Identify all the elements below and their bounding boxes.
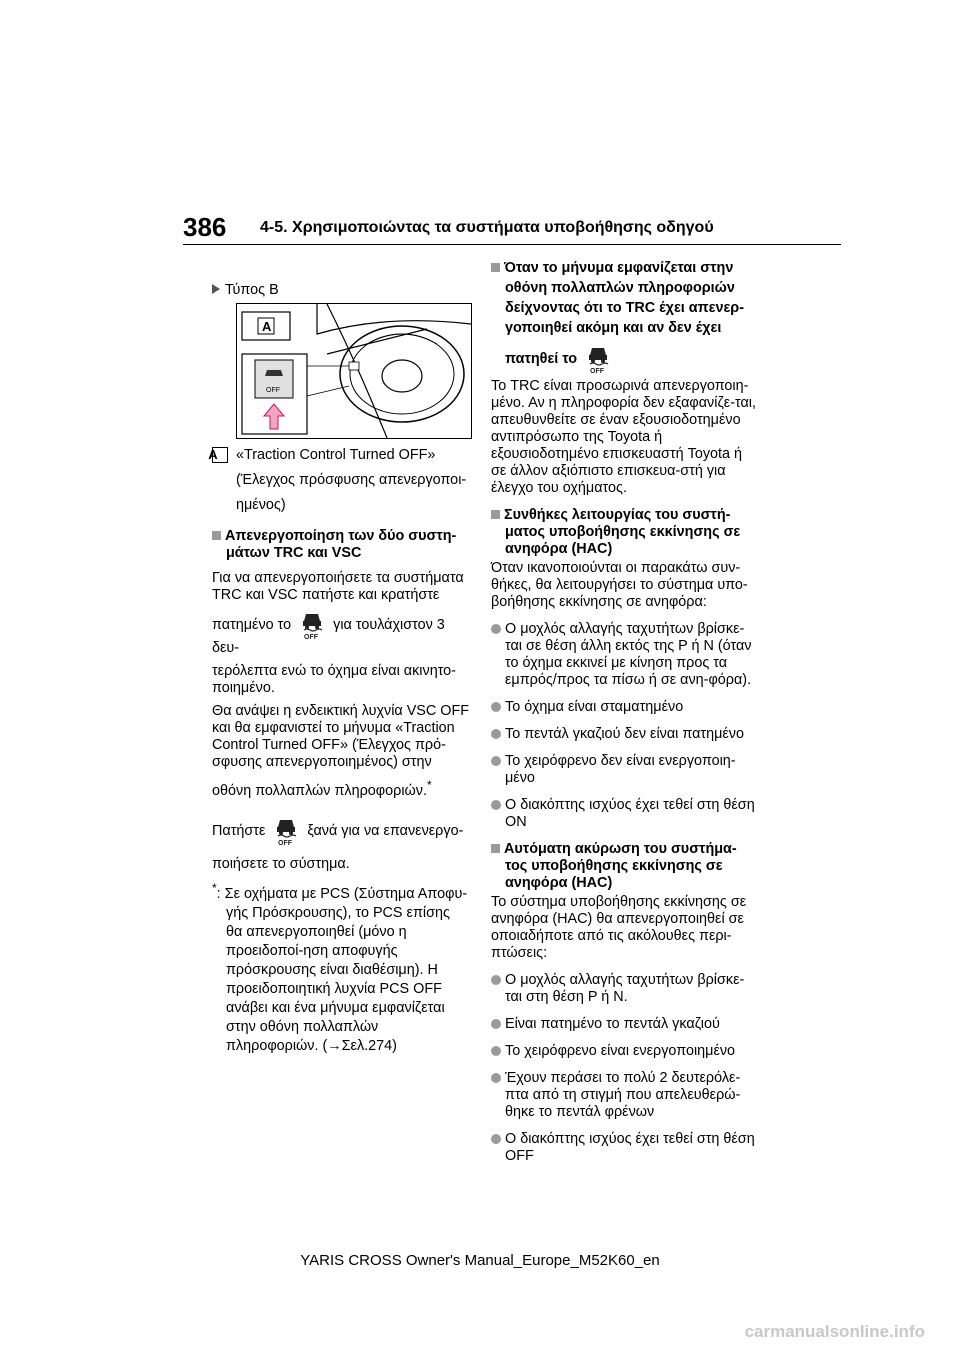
left-para3c: ποιήσετε το σύστημα.: [212, 855, 350, 872]
left-para3-pre: Πατήστε: [212, 822, 266, 839]
footnote-ref: *: [426, 778, 432, 792]
svg-text:OFF: OFF: [278, 839, 293, 846]
square-bullet-icon: [491, 510, 500, 519]
right-heading3-row: [491, 841, 756, 892]
left-para1b-row: [212, 610, 470, 657]
svg-text:OFF: OFF: [590, 368, 605, 374]
dashboard-figure: [236, 303, 472, 439]
left-heading-row: [212, 528, 470, 562]
right-para3: Το σύστημα υποβοήθησης εκκίνησης σε ανηφόρα (HAC) θα απενεργοποιηθεί σε οποιαδήποτε από τις ακόλουθες περι-πτώσεις:: [491, 894, 747, 961]
bullet2-3-row: [491, 1070, 756, 1121]
trc-off-icon: [585, 344, 611, 374]
left-para1a: Για να απενεργοποιήσετε τα συστήματα TRC και VSC πατήστε και κρατήστε: [212, 570, 464, 603]
circle-bullet-icon: [491, 1073, 501, 1083]
figure-off-text: OFF: [266, 387, 280, 394]
bullet1-1-row: [491, 699, 756, 716]
square-bullet-icon: [491, 263, 500, 272]
bullet2-1-row: [491, 1016, 756, 1033]
bullet2-2: Το χειρόφρενο είναι ενεργοποιημένο: [505, 1043, 736, 1059]
left-column: [208, 282, 470, 1056]
bullet1-0-row: [491, 621, 756, 689]
trc-off-icon: [273, 816, 299, 846]
right-column: [491, 258, 756, 1165]
bullet1-2: Το πεντάλ γκαζιού δεν είναι πατημένο: [505, 726, 745, 742]
svg-text:OFF: OFF: [304, 634, 319, 640]
caption-line1: «Traction Control Turned OFF»: [236, 447, 436, 463]
figure-label-a: A: [262, 319, 272, 334]
caption-marker: A: [212, 447, 228, 463]
right-heading1-row: [491, 258, 756, 338]
bullet1-1: Το όχημα είναι σταματημένο: [505, 699, 684, 715]
right-para2: Όταν ικανοποιούνται οι παρακάτω συν-θήκες, θα λειτουργήσει το σύστημα υπο-βοήθησης εκκίνησης σε ανηφόρα:: [491, 560, 748, 610]
bullet2-0: Ο μοχλός αλλαγής ταχυτήτων βρίσκε-ται στη θέση P ή N.: [505, 972, 745, 1005]
dashboard-illustration: [237, 304, 471, 438]
left-para1b-pre: πατημένο το: [212, 616, 292, 633]
section-title: 4-5. Χρησιμοποιώντας τα συστήματα υποβοήθησης οδηγού: [260, 219, 714, 236]
footnote-marker: *: [212, 880, 217, 895]
bullet1-3: Το χειρόφρενο δεν είναι ενεργοποιη-μένο: [505, 753, 736, 786]
left-heading: Απενεργοποίηση των δύο συστη-μάτων TRC και VSC: [225, 528, 457, 561]
header-rule: [183, 244, 841, 245]
page-number: 386: [183, 212, 227, 242]
bullet2-4-row: [491, 1131, 756, 1165]
bullet1-4-row: [491, 797, 756, 831]
bullet1-4: Ο διακόπτης ισχύος έχει τεθεί στη θέση ON: [505, 797, 755, 830]
right-heading3: Αυτόματη ακύρωση του συστήμα-τος υποβοήθησης εκκίνησης σε ανηφόρα (HAC): [504, 841, 737, 891]
left-para1b-post: για τουλάχιστον 3 δευ-: [212, 616, 445, 656]
left-para3-post: ξανά για να επανενεργο-: [307, 822, 464, 839]
right-heading1-last: πατηθεί το: [505, 350, 578, 367]
circle-bullet-icon: [491, 1019, 501, 1029]
type-label-row: [212, 282, 470, 299]
bullet1-2-row: [491, 726, 756, 743]
left-para1c: τερόλεπτα ενώ το όχημα είναι ακινητο-ποιημένο.: [212, 663, 456, 696]
type-label: Τύπος B: [225, 282, 279, 298]
bullet1-3-row: [491, 753, 756, 787]
right-heading2: Συνθήκες λειτουργίας του συστή-ματος υποβοήθησης εκκίνησης σε ανηφόρα (HAC): [504, 507, 741, 557]
caption-line3: ημένος): [236, 497, 286, 513]
circle-bullet-icon: [491, 624, 501, 634]
watermark: carmanualsonline.info: [744, 1322, 925, 1341]
circle-bullet-icon: [491, 729, 501, 739]
circle-bullet-icon: [491, 702, 501, 712]
circle-bullet-icon: [491, 1046, 501, 1056]
circle-bullet-icon: [491, 756, 501, 766]
caption-line2: (Έλεγχος πρόσφυσης απενεργοποι-: [236, 472, 467, 488]
footnote: [212, 879, 470, 1056]
left-para2-last-row: [212, 777, 470, 800]
trc-off-icon: [299, 610, 325, 640]
circle-bullet-icon: [491, 800, 501, 810]
footnote-text: : Σε οχήματα με PCS (Σύστημα Αποφυ-γής Πρόσκρουσης), το PCS επίσης θα απενεργοποιηθεί (μόνο η προειδοποί-ηση αποφυγής πρόσκρουσης είναι διαθέσιμη). Η προειδοποιητική λυχνία PCS OFF ανάβει και ένα μήνυμα εμφανίζεται στην οθόνη πολλαπλών πληροφοριών. (→Σελ.274): [216, 885, 468, 1054]
circle-bullet-icon: [491, 1134, 501, 1144]
right-heading1: Όταν το μήνυμα εμφανίζεται στην οθόνη πολλαπλών πληροφοριών δείχνοντας ότι το TRC έχει απενερ-γοποιηθεί ακόμη και αν δεν έχει: [504, 260, 745, 336]
bullet2-3: Έχουν περάσει το πολύ 2 δευτερόλε-πτα από τη στιγμή που απελευθερώ-θηκε το πεντάλ φρένων: [505, 1070, 741, 1120]
square-bullet-icon: [212, 531, 221, 540]
left-para2: Θα ανάψει η ενδεικτική λυχνία VSC OFF και θα εμφανιστεί το μήνυμα «Traction Control Turned OFF» (Έλεγχος πρό-σφυσης απενεργοποιημένος) στην: [212, 703, 470, 770]
footer-text: YARIS CROSS Owner's Manual_Europe_M52K60_en: [300, 1252, 660, 1269]
right-para1: Το TRC είναι προσωρινά απενεργοποιη-μένο. Αν η πληροφορία δεν εξαφανίζε-ται, απευθυνθείτε σε έναν εξουσιοδοτημένο αντιπρόσωπο της Toyota ή εξουσιοδοτημένο επισκευαστή Toyota ή σε άλλον αξιόπιστο επισκευα-στή για έλεγχο του οχήματος.: [491, 378, 756, 496]
bullet1-0: Ο μοχλός αλλαγής ταχυτήτων βρίσκε-ται σε θέση άλλη εκτός της P ή N (όταν το όχημα εκκινεί με κίνηση προς τα εμπρός/προς τα πίσω ή σε ανη-φόρα).: [505, 621, 752, 688]
triangle-bullet-icon: [212, 284, 220, 294]
right-heading1-last-row: [491, 344, 756, 374]
bullet2-2-row: [491, 1043, 756, 1060]
bullet2-1: Είναι πατημένο το πεντάλ γκαζιού: [505, 1016, 720, 1032]
bullet2-4: Ο διακόπτης ισχύος έχει τεθεί στη θέση OFF: [505, 1131, 755, 1164]
bullet2-0-row: [491, 972, 756, 1006]
right-heading2-row: [491, 507, 756, 558]
circle-bullet-icon: [491, 975, 501, 985]
caption-row: [208, 447, 470, 464]
square-bullet-icon: [491, 844, 500, 853]
left-para3-row: [212, 816, 470, 846]
left-para2-last: οθόνη πολλαπλών πληροφοριών.: [212, 782, 427, 799]
